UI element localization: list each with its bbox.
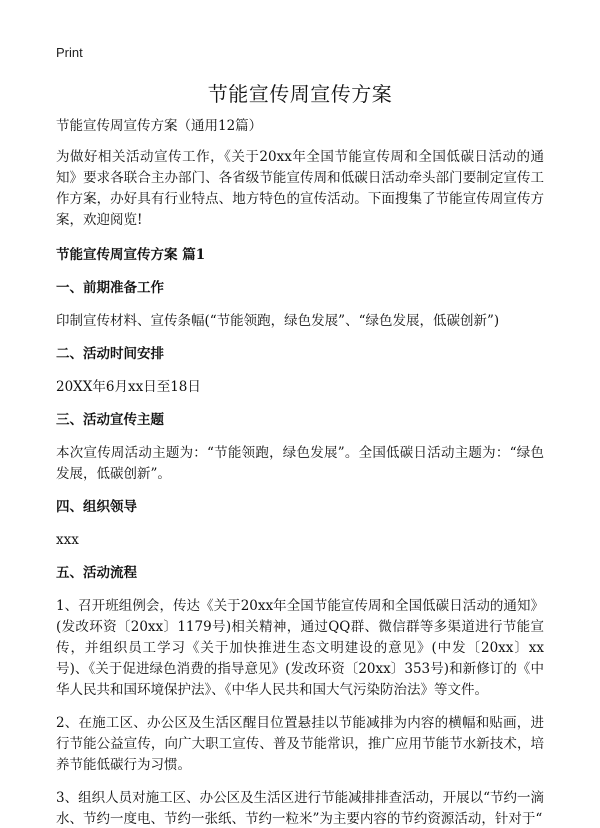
section-body-leadership: xxx [56, 532, 79, 548]
intro-paragraph: 为做好相关活动宣传工作，《关于20xx年全国节能宣传周和全国低碳日活动的通知》要求各联合主办部门、各省级节能宣传周和低碳日活动牵头部门要制定宣传工作方案，办好具有行业特点、地方特色的宣传活动。下面搜集了节能宣传周宣传方案，欢迎阅览! [56, 149, 544, 228]
section-heading-theme: 三、活动宣传主题 [56, 412, 164, 428]
article-heading: 节能宣传周宣传方案 篇1 [56, 247, 206, 263]
document-body [56, 116, 544, 828]
section-body-schedule: 20XX年6月xx日至18日 [56, 379, 201, 395]
section-heading-leadership: 四、组织领导 [56, 499, 137, 515]
section-heading-schedule: 二、活动时间安排 [56, 346, 164, 362]
section-body-preparation: 印制宣传材料、宣传条幅(“节能领跑，绿色发展”、“绿色发展，低碳创新”) [56, 313, 500, 329]
process-item-2: 2、在施工区、办公区及生活区醒目位置悬挂以节能减排为内容的横幅和贴画，进行节能公益宣传，向广大职工宣传、普及节能常识，推广应用节能节水新技术，培养节能低碳行为习惯。 [56, 715, 544, 773]
section-body-theme: 本次宣传周活动主题为：“节能领跑，绿色发展”。全国低碳日活动主题为：“绿色发展，低碳创新”。 [56, 445, 544, 482]
section-heading-preparation: 一、前期准备工作 [56, 280, 164, 296]
page-title: 节能宣传周宣传方案 [207, 82, 393, 106]
print-link[interactable]: Print [56, 45, 83, 60]
process-item-3: 3、组织人员对施工区、办公区及生活区进行节能减排排查活动，开展以“节约一滴水、节约一度电、节约一张纸、节约一粒米”为主要内容的节约资源活动，针对于“ [56, 790, 544, 827]
process-item-1: 1、召开班组例会，传达《关于20xx年全国节能宣传周和全国低碳日活动的通知》(发改环资〔20xx〕1179号)相关精神，通过QQ群、微信群等多渠道进行节能宣传，并组织员工学习《关于加快推进生态文明建设的意见》(中发〔20xx〕xx号)、《关于促进绿色消费的指导意见》(发改环资〔20xx〕353号)和新修订的《中华人民共和国环境保护法》、《中华人民共和国大气污染防治法》等文件。 [56, 598, 544, 698]
section-heading-process: 五、活动流程 [56, 565, 137, 581]
document-subtitle: 节能宣传周宣传方案（通用12篇） [56, 118, 263, 134]
